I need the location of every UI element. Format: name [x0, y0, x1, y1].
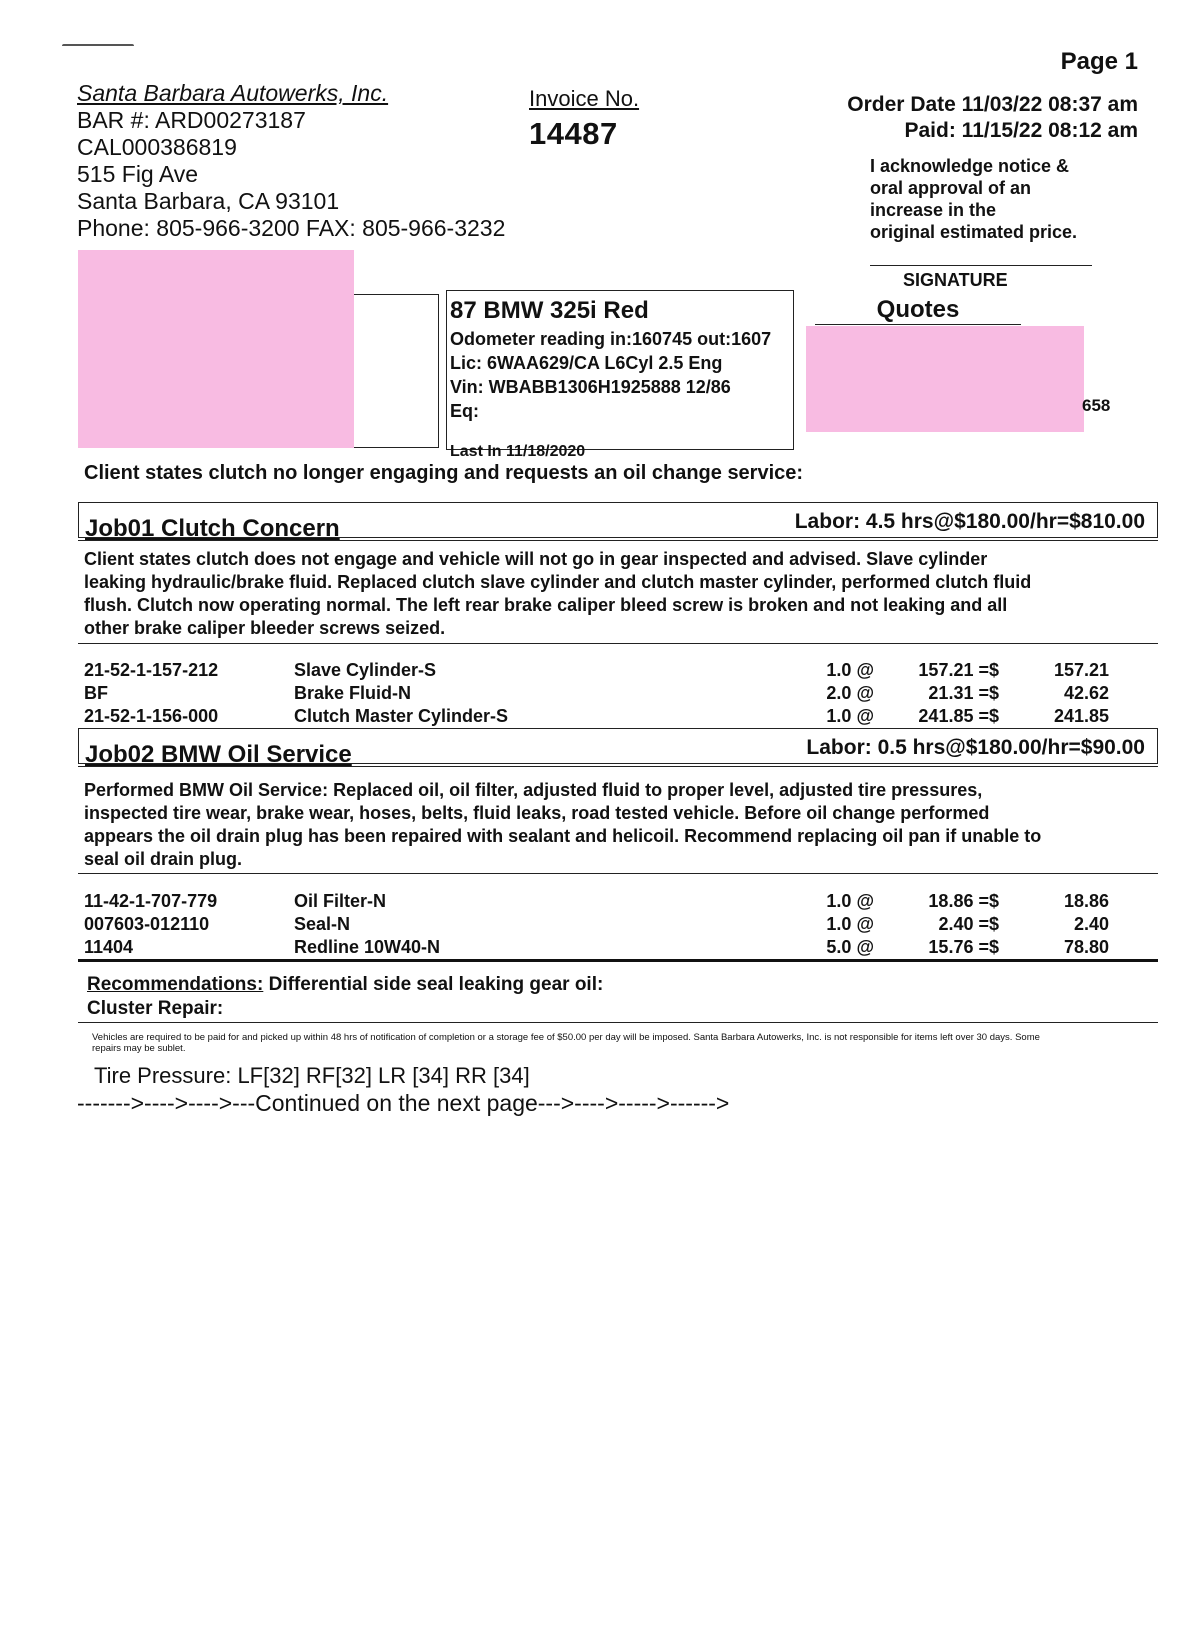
invoice-label: Invoice No. — [529, 86, 640, 111]
part-desc: Slave Cylinder-S — [294, 660, 437, 680]
part-qty: 1.0 @ — [826, 891, 874, 911]
cal-number: CAL000386819 — [77, 134, 237, 160]
divider — [78, 540, 1158, 541]
ack-line: original estimated price. — [870, 222, 1078, 242]
desc-line: leaking hydraulic/brake fluid. Replaced clutch slave cylinder and clutch master cylinder, performed clutch fluid — [84, 572, 1032, 592]
desc-line: appears the oil drain plug has been repaired with sealant and helicoil. Recommend replacing oil pan if unable to — [84, 826, 1042, 846]
part-row — [84, 683, 1109, 706]
vehicle-box — [446, 290, 794, 460]
equipment: Eq: — [450, 401, 479, 421]
part-desc: Redline 10W40-N — [294, 937, 441, 957]
recommendation-text: Differential side seal leaking gear oil: — [268, 974, 604, 995]
part-total: 18.86 — [1063, 891, 1109, 911]
part-price: 241.85 =$ — [918, 706, 999, 726]
part-row — [84, 660, 1109, 683]
divider — [78, 1022, 1158, 1023]
part-total: 2.40 — [1073, 914, 1109, 934]
part-price: 2.40 =$ — [938, 914, 999, 934]
page-number: Page 1 — [1060, 48, 1138, 75]
vin: Vin: WBABB1306H1925888 12/86 — [450, 377, 731, 397]
part-price: 18.86 =$ — [928, 891, 999, 911]
part-row — [84, 937, 1109, 960]
ack-line: oral approval of an — [870, 178, 1032, 198]
part-row — [84, 706, 1109, 729]
desc-line: inspected tire wear, brake wear, hoses, belts, fluid leaks, road tested vehicle. Before oil change performed — [84, 803, 990, 823]
company-street: 515 Fig Ave — [77, 161, 199, 187]
continued-note: ------->---->---->---Continued on the next page--->---->----->------> — [77, 1090, 730, 1116]
odometer: Odometer reading in:160745 out:1607 — [450, 329, 772, 349]
scan-mark — [62, 44, 134, 49]
invoice-number: 14487 — [529, 116, 618, 151]
part-desc: Oil Filter-N — [294, 891, 387, 911]
divider — [78, 959, 1158, 962]
part-price: 21.31 =$ — [928, 683, 999, 703]
bar-number: BAR #: ARD00273187 — [77, 107, 306, 133]
part-qty: 5.0 @ — [826, 937, 874, 957]
job-labor: Labor: 4.5 hrs@$180.00/hr=$810.00 — [794, 510, 1145, 533]
part-number: BF — [84, 683, 108, 703]
dates-block — [847, 92, 1138, 144]
job02-header — [78, 728, 1158, 768]
part-price: 15.76 =$ — [928, 937, 999, 957]
part-total: 157.21 — [1053, 660, 1109, 680]
signature-label: SIGNATURE — [903, 270, 1008, 290]
ack-line: increase in the — [870, 200, 997, 220]
part-number: 21-52-1-156-000 — [84, 706, 219, 726]
part-number: 007603-012110 — [84, 914, 210, 934]
part-qty: 1.0 @ — [826, 914, 874, 934]
recommendations-label: Recommendations: — [87, 974, 264, 995]
job02-description — [84, 779, 1164, 871]
part-qty: 1.0 @ — [826, 660, 874, 680]
signature-line — [870, 265, 1092, 266]
paid-date: Paid: 11/15/22 08:12 am — [904, 119, 1138, 142]
job-title: Job01 Clutch Concern — [85, 515, 340, 542]
desc-line: seal oil drain plug. — [84, 849, 243, 869]
part-desc: Clutch Master Cylinder-S — [294, 706, 509, 726]
invoice-block — [529, 86, 639, 152]
desc-line: flush. Clutch now operating normal. The left rear brake caliper bleed screw is broken and not leaking and all — [84, 595, 1008, 615]
client-states: Client states clutch no longer engaging and requests an oil change service: — [84, 462, 804, 484]
company-city: Santa Barbara, CA 93101 — [77, 188, 340, 214]
job01-description — [84, 548, 1164, 640]
part-number: 11404 — [84, 937, 134, 957]
divider — [78, 766, 1158, 767]
part-price: 157.21 =$ — [918, 660, 999, 680]
company-name: Santa Barbara Autowerks, Inc. — [77, 80, 389, 106]
customer-box — [354, 294, 439, 448]
part-total: 78.80 — [1063, 937, 1109, 957]
desc-line: Performed BMW Oil Service: Replaced oil, oil filter, adjusted fluid to proper level, adjusted tire pressures, — [84, 780, 983, 800]
job-title: Job02 BMW Oil Service — [85, 741, 352, 768]
ack-line: I acknowledge notice & — [870, 156, 1070, 176]
order-date: Order Date 11/03/22 08:37 am — [847, 93, 1138, 116]
company-phone: Phone: 805-966-3200 FAX: 805-966-3232 — [77, 215, 506, 241]
vehicle-title: 87 BMW 325i Red — [450, 297, 649, 324]
part-row — [84, 891, 1109, 914]
part-qty: 2.0 @ — [826, 683, 874, 703]
acknowledgement — [870, 155, 1077, 243]
part-qty: 1.0 @ — [826, 706, 874, 726]
part-row — [84, 914, 1109, 937]
part-desc: Seal-N — [294, 914, 351, 934]
job01-header — [78, 502, 1158, 542]
recommendation-line2: Cluster Repair: — [87, 998, 224, 1019]
desc-line: other brake caliper bleeder screws seized. — [84, 618, 446, 638]
recommendations — [87, 973, 603, 1021]
quotes-title: Quotes — [815, 296, 1021, 325]
customer-redaction — [78, 250, 354, 448]
part-number: 11-42-1-707-779 — [84, 891, 218, 911]
company-block — [77, 80, 505, 242]
quotes-extra: 658 — [1082, 396, 1111, 415]
disclaimer: Vehicles are required to be paid for and picked up within 48 hrs of notification of completion or a storage fee of $50.00 per day will be imposed. Santa Barbara Autowerks, Inc. is not responsible for items left over 30 days. Some repairs may be sublet. — [92, 1032, 1040, 1054]
tire-pressure: Tire Pressure: LF[32] RF[32] LR [34] RR [34] — [94, 1063, 530, 1088]
last-in: Last In 11/18/2020 — [450, 443, 586, 460]
quotes-redaction — [806, 326, 1084, 432]
divider — [78, 873, 1158, 874]
job-labor: Labor: 0.5 hrs@$180.00/hr=$90.00 — [806, 736, 1145, 759]
license: Lic: 6WAA629/CA L6Cyl 2.5 Eng — [450, 353, 723, 373]
part-number: 21-52-1-157-212 — [84, 660, 219, 680]
divider — [78, 643, 1158, 644]
desc-line: Client states clutch does not engage and vehicle will not go in gear inspected and advised. Slave cylinder — [84, 549, 988, 569]
part-total: 42.62 — [1063, 683, 1109, 703]
part-total: 241.85 — [1053, 706, 1109, 726]
part-desc: Brake Fluid-N — [294, 683, 412, 703]
